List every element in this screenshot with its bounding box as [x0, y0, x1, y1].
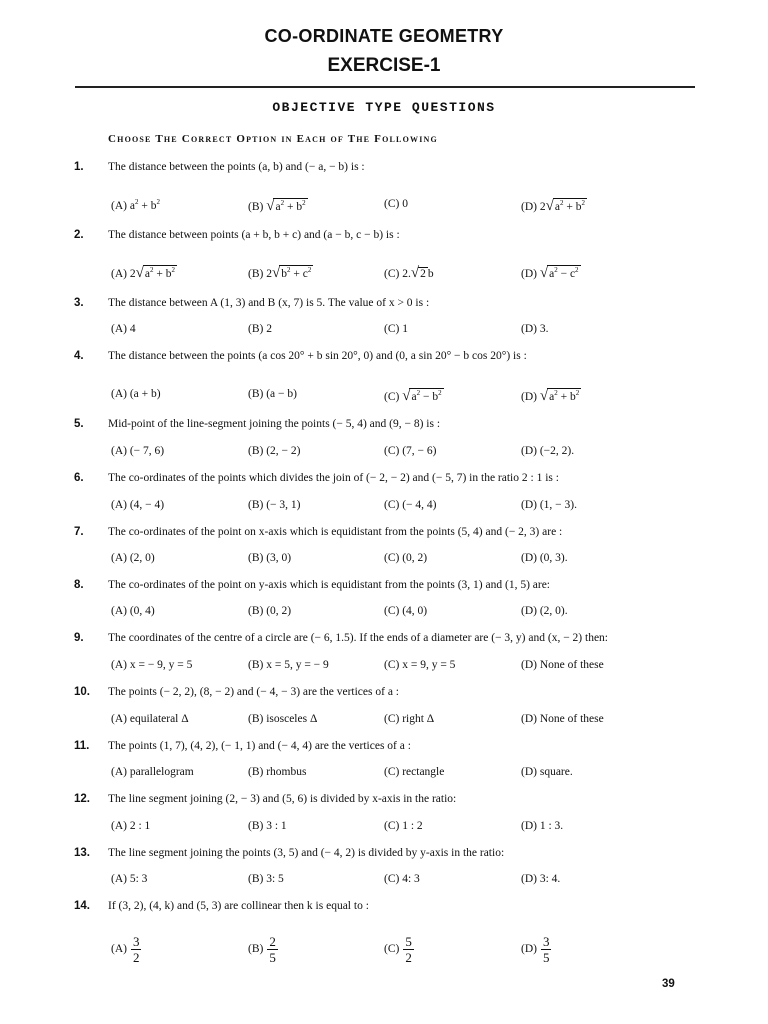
page-number: 39	[662, 978, 675, 990]
question-text: The distance between the points (a cos 20° + b sin 20°, 0) and (0, a sin 20° − b cos 20°) is :	[108, 350, 527, 362]
exercise-title: EXERCISE-1	[327, 55, 441, 76]
question-number: 12.	[74, 793, 90, 805]
question-text: The line segment joining (2, − 3) and (5, 6) is divided by x-axis in the ratio:	[108, 793, 457, 805]
option-a[interactable]: (A) equilateral Δ	[111, 713, 189, 725]
option-a[interactable]: (A) x = − 9, y = 5	[111, 659, 193, 671]
option-d[interactable]: (D) $\frac{3}{5}$	[521, 934, 550, 965]
option-a[interactable]: (A) 2 : 1	[111, 820, 151, 832]
option-a[interactable]: (A) 5: 3	[111, 873, 148, 885]
question-text: The distance between A (1, 3) and B (x, 7) is 5. The value of x > 0 is :	[108, 297, 430, 309]
option-d[interactable]: (D) square.	[521, 766, 573, 778]
question-text: The co-ordinates of the point on y-axis which is equidistant from the points (3, 1) and (1, 5) are:	[108, 579, 551, 591]
option-d[interactable]: (D) (2, 0).	[521, 605, 568, 617]
option-b[interactable]: (B) $2√b^2 + c^2$	[248, 265, 312, 281]
question-number: 8.	[74, 579, 84, 591]
option-c[interactable]: (C) (0, 2)	[384, 552, 428, 564]
option-a[interactable]: (A) $\frac{3}{2}$	[111, 934, 140, 965]
option-c[interactable]: (C) 1 : 2	[384, 820, 423, 832]
question-text: If (3, 2), (4, k) and (5, 3) are collinear then k is equal to :	[108, 900, 369, 912]
option-c[interactable]: (C) 2.√2 b	[384, 265, 434, 281]
option-d[interactable]: (D) 1 : 3.	[521, 820, 564, 832]
question-number: 5.	[74, 418, 84, 430]
option-b[interactable]: (B) (3, 0)	[248, 552, 292, 564]
fraction: $\frac{2}{5}$	[269, 934, 276, 965]
question-number: 9.	[74, 632, 84, 644]
option-c[interactable]: (C) 1	[384, 323, 408, 335]
section-heading: OBJECTIVE TYPE QUESTIONS	[272, 100, 496, 115]
option-c[interactable]: (C) (− 4, 4)	[384, 499, 437, 511]
option-c[interactable]: (C) 4: 3	[384, 873, 420, 885]
question-text: The distance between the points (a, b) and (− a, − b) is :	[108, 161, 365, 173]
title-divider	[75, 86, 695, 88]
option-b[interactable]: (B) 3 : 1	[248, 820, 287, 832]
instruction-text: Choose The Correct Option in Each of The Following	[108, 133, 438, 145]
option-a[interactable]: (A) $a^2 + b^2$	[111, 198, 160, 212]
question-text: The co-ordinates of the points which divides the join of (− 2, − 2) and (− 5, 7) in the ratio 2 : 1 is :	[108, 472, 559, 484]
option-c[interactable]: (C) $√a^2 - b^2$	[384, 388, 442, 404]
option-d[interactable]: (D) $√a^2 - c^2$	[521, 265, 579, 281]
option-a[interactable]: (A) parallelogram	[111, 766, 194, 778]
option-b[interactable]: (B) (a − b)	[248, 388, 297, 400]
option-b[interactable]: (B) x = 5, y = − 9	[248, 659, 329, 671]
option-a[interactable]: (A) (− 7, 6)	[111, 445, 165, 457]
question-number: 13.	[74, 847, 90, 859]
question-text: The points (− 2, 2), (8, − 2) and (− 4, − 3) are the vertices of a :	[108, 686, 399, 698]
option-d[interactable]: (D) $√a^2 + b^2$	[521, 388, 580, 404]
option-c[interactable]: (C) (7, − 6)	[384, 445, 437, 457]
option-d[interactable]: (D) 3: 4.	[521, 873, 561, 885]
question-number: 6.	[74, 472, 84, 484]
option-d[interactable]: (D) (−2, 2).	[521, 445, 575, 457]
question-text: The line segment joining the points (3, 5) and (− 4, 2) is divided by y-axis in the ratio:	[108, 847, 505, 859]
option-c[interactable]: (C) $\frac{5}{2}$	[384, 934, 412, 965]
question-number: 1.	[74, 161, 84, 173]
question-number: 10.	[74, 686, 90, 698]
option-b[interactable]: (B) (0, 2)	[248, 605, 292, 617]
option-c[interactable]: (C) (4, 0)	[384, 605, 428, 617]
question-text: The distance between points (a + b, b + c) and (a − b, c − b) is :	[108, 229, 400, 241]
option-d[interactable]: (D) $2√a^2 + b^2$	[521, 198, 585, 214]
option-d[interactable]: (D) 3.	[521, 323, 549, 335]
option-b[interactable]: (B) isosceles Δ	[248, 713, 318, 725]
option-b[interactable]: (B) (− 3, 1)	[248, 499, 301, 511]
option-d[interactable]: (D) (0, 3).	[521, 552, 568, 564]
option-c[interactable]: (C) x = 9, y = 5	[384, 659, 456, 671]
option-a[interactable]: (A) (0, 4)	[111, 605, 155, 617]
fraction: $\frac{3}{5}$	[542, 934, 550, 965]
question-number: 7.	[74, 526, 84, 538]
question-text: The points (1, 7), (4, 2), (− 1, 1) and (− 4, 4) are the vertices of a :	[108, 740, 411, 752]
option-a[interactable]: (A) (4, − 4)	[111, 499, 165, 511]
option-c[interactable]: (C) rectangle	[384, 766, 445, 778]
option-b[interactable]: (B) 2	[248, 323, 272, 335]
option-b[interactable]: (B) 3: 5	[248, 873, 284, 885]
option-d[interactable]: (D) None of these	[521, 659, 604, 671]
question-number: 4.	[74, 350, 84, 362]
question-text: The coordinates of the centre of a circle are (− 6, 1.5). If the ends of a diameter are (− 3, y) and (x, − 2) then:	[108, 632, 609, 644]
option-b[interactable]: (B) $√a^2 + b^2$	[248, 198, 306, 214]
option-b[interactable]: (B) (2, − 2)	[248, 445, 301, 457]
option-d[interactable]: (D) None of these	[521, 713, 604, 725]
option-b[interactable]: (B) $\frac{2}{5}$	[248, 934, 276, 965]
option-a[interactable]: (A) $2√a^2 + b^2$	[111, 265, 175, 281]
option-a[interactable]: (A) 4	[111, 323, 136, 335]
option-b[interactable]: (B) rhombus	[248, 766, 307, 778]
question-number: 2.	[74, 229, 84, 241]
document-title: CO-ORDINATE GEOMETRY	[264, 26, 504, 46]
question-number: 14.	[74, 900, 90, 912]
option-a[interactable]: (A) (2, 0)	[111, 552, 155, 564]
question-number: 11.	[74, 740, 90, 752]
option-a[interactable]: (A) (a + b)	[111, 388, 161, 400]
option-d[interactable]: (D) (1, − 3).	[521, 499, 577, 511]
question-number: 3.	[74, 297, 84, 309]
fraction: $\frac{5}{2}$	[405, 934, 412, 965]
option-c[interactable]: (C) right Δ	[384, 713, 435, 725]
question-text: The co-ordinates of the point on x-axis which is equidistant from the points (5, 4) and (− 2, 3) are :	[108, 526, 563, 538]
question-text: Mid-point of the line-segment joining the points (− 5, 4) and (9, − 8) is :	[108, 418, 441, 430]
fraction: $\frac{3}{2}$	[132, 934, 140, 965]
option-c[interactable]: (C) 0	[384, 198, 408, 210]
